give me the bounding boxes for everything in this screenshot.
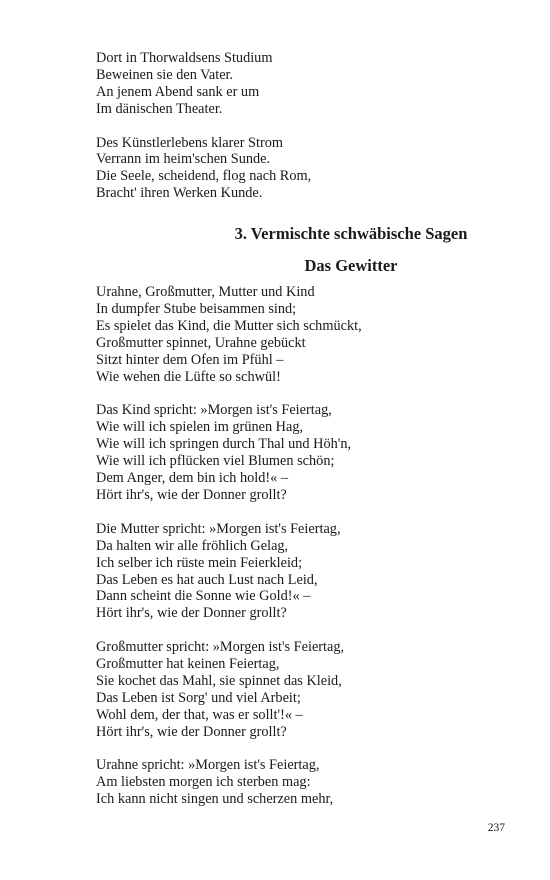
verse-line: Verrann im heim'schen Sunde. [96, 151, 271, 168]
verse-line: Im dänischen Theater. [96, 100, 223, 117]
section-heading: 3. Vermischte schwäbische Sagen [234, 224, 468, 244]
verse-line: Hört ihr's, wie der Donner grollt? [96, 723, 287, 740]
verse-line: Wie will ich pflücken viel Blumen schön; [96, 453, 335, 470]
verse-line: Am liebsten morgen ich sterben mag: [96, 774, 311, 791]
verse-line: Großmutter hat keinen Feiertag, [96, 656, 280, 673]
verse-line: Da halten wir alle fröhlich Gelag, [96, 537, 289, 554]
verse-line: Das Leben ist Sorg' und viel Arbeit; [96, 689, 301, 706]
verse-line: Urahne spricht: »Morgen ist's Feiertag, [96, 757, 320, 774]
verse-line: Wohl dem, der that, was er sollt'!« – [96, 706, 303, 723]
verse-line: Großmutter spinnet, Urahne gebückt [96, 334, 306, 351]
verse-line: Hört ihr's, wie der Donner grollt? [96, 487, 287, 503]
verse-line: Sie kochet das Mahl, sie spinnet das Kleid, [96, 672, 342, 689]
stanza [96, 757, 496, 808]
poem-title: Das Gewitter [304, 256, 398, 276]
verse-line: Es spielet das Kind, die Mutter sich schmückt, [96, 317, 362, 334]
verse-line: Die Mutter spricht: »Morgen ist's Feiertag, [96, 520, 341, 537]
verse-line: Das Kind spricht: »Morgen ist's Feiertag, [96, 402, 332, 419]
verse-line: Ich selber ich rüste mein Feierkleid; [96, 554, 303, 571]
verse-line: Dort in Thorwaldsens Studium [96, 50, 273, 66]
verse-line: Dem Anger, dem bin ich hold!« – [96, 470, 289, 487]
verse-line: Die Seele, scheidend, flog nach Rom, [96, 168, 312, 185]
verse-line: An jenem Abend sank er um [96, 83, 260, 100]
page-number: 237 [487, 822, 505, 834]
verse-line: Wie will ich spielen im grünen Hag, [96, 419, 304, 436]
stanza [96, 135, 496, 203]
verse-line: Beweinen sie den Vater. [96, 66, 234, 83]
poem-body [96, 284, 496, 808]
stanza [96, 639, 496, 740]
verse-line: Großmutter spricht: »Morgen ist's Feiertag, [96, 639, 345, 656]
verse-line: Dann scheint die Sonne wie Gold!« – [96, 588, 311, 605]
stanza [96, 402, 496, 503]
verse-line: Wie will ich springen durch Thal und Höh'n, [96, 436, 352, 453]
verse-line: Das Leben es hat auch Lust nach Leid, [96, 571, 318, 588]
page-text [96, 50, 496, 808]
stanza [96, 284, 496, 385]
stanza [96, 521, 496, 622]
verse-line: Sitzt hinter dem Ofen im Pfühl – [96, 351, 284, 368]
verse-line: Wie wehen die Lüfte so schwül! [96, 368, 281, 385]
stanza [96, 50, 496, 118]
verse-line: Ich kann nicht singen und scherzen mehr, [96, 791, 334, 808]
verse-line: Des Künstlerlebens klarer Strom [96, 134, 284, 151]
verse-line: In dumpfer Stube beisammen sind; [96, 301, 297, 318]
verse-line: Bracht' ihren Werken Kunde. [96, 185, 263, 202]
intro-poem-ending [96, 50, 496, 202]
verse-line: Urahne, Großmutter, Mutter und Kind [96, 284, 315, 301]
verse-line: Hört ihr's, wie der Donner grollt? [96, 605, 287, 622]
